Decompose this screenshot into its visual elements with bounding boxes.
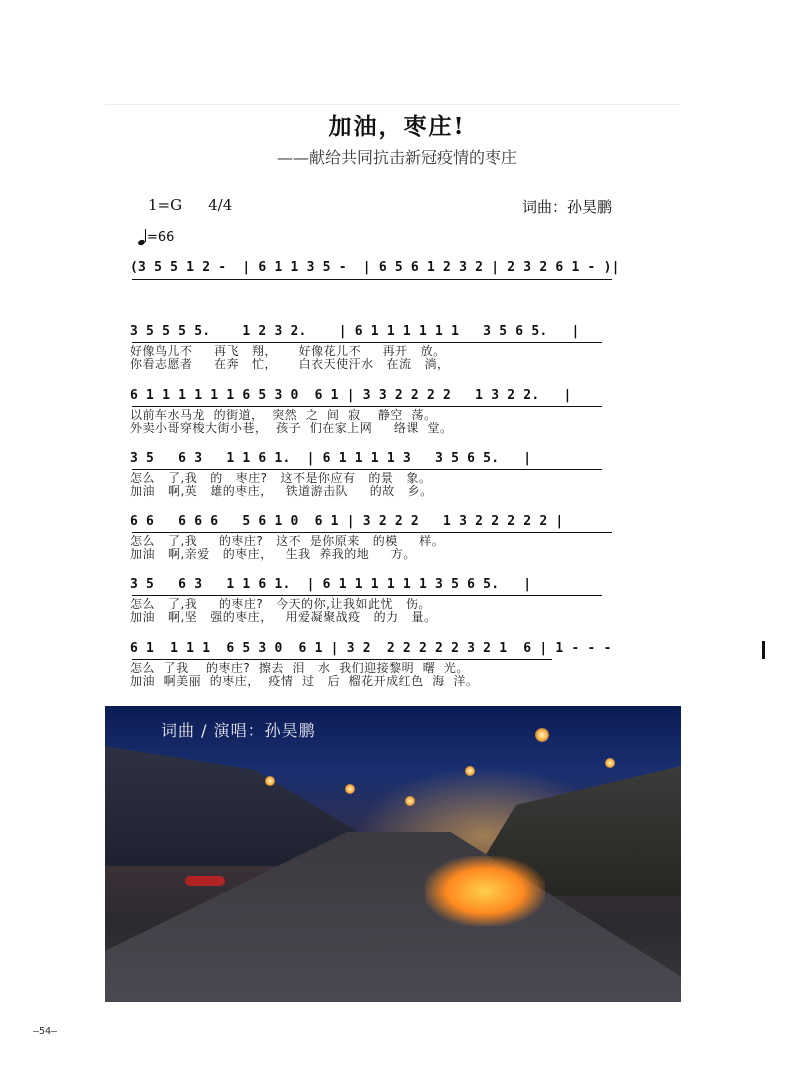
key: 1=G [148, 196, 183, 214]
score-line-3 [130, 451, 650, 498]
beam-line [132, 342, 602, 343]
score-line-5 [130, 577, 650, 624]
notes-line-3: 3 5 6 3 1 1 6 1. | 6 1 1 1 1 3 3 5 6 5. | [130, 451, 532, 466]
notes-line-2: 6 1 1 1 1 1 1 6 5 3 0 6 1 | 3 3 2 2 2 2 1 3 2 2. | [130, 388, 572, 403]
beam-line [132, 279, 612, 280]
lyric-3-verse-1: 怎么 了,我 的 枣庄? 这不是你应有 的景 象。 [130, 471, 432, 485]
notes-line-1: 3 5 5 5 5. 1 2 3 2. | 6 1 1 1 1 1 1 3 5 6 5. | [130, 324, 580, 339]
intro-row [130, 260, 650, 275]
song-subtitle: ——献给共同抗击新冠疫情的枣庄 [276, 148, 517, 167]
notes-line-5: 3 5 6 3 1 1 6 1. | 6 1 1 1 1 1 1 3 5 6 5. | [130, 577, 532, 592]
tempo-marking [138, 229, 174, 245]
lyric-4-verse-2: 加油 啊,亲爱 的枣庄， 生我 养我的地 方。 [130, 547, 416, 561]
lyric-5-verse-2: 加油 啊,坚 强的枣庄， 用爱凝聚战疫 的力 量。 [130, 610, 437, 624]
street-lamp [345, 784, 355, 794]
score-line-1 [130, 324, 650, 371]
beam-line [132, 532, 612, 533]
lyric-4-verse-1: 怎么 了,我 的枣庄? 这不 是你原来 的模 样。 [130, 534, 445, 548]
night-street-photo [105, 706, 681, 1002]
lyric-6-verse-2: 加油 啊美丽 的枣庄， 疫情 过 后 榴花开成红色 海 洋。 [130, 674, 479, 688]
notes-line-6: 6 1 1 1 1 6 5 3 0 6 1 | 3 2 2 2 2 2 2 3 2 1 6 | 1 - - - [130, 641, 612, 656]
song-title: 加油，枣庄! [328, 113, 466, 140]
header-rule [105, 104, 680, 105]
score-line-6 [130, 641, 650, 688]
final-barline [762, 641, 765, 659]
beam-line [132, 659, 552, 660]
lyric-5-verse-1: 怎么 了,我 的枣庄? 今天的你,让我如此忧 伤。 [130, 597, 431, 611]
score-line-2 [130, 388, 650, 435]
vehicle-lights [425, 856, 545, 926]
quarter-note-icon [138, 229, 146, 245]
lyric-1-verse-1: 好像鸟儿不 再飞 翔， 好像花儿不 再开 放。 [130, 344, 446, 358]
lyric-2-verse-1: 以前车水马龙 的街道， 突然 之 间 寂 静空 荡。 [130, 408, 437, 422]
lyric-2-verse-2: 外卖小哥穿梭大街小巷， 孩子 们在家上网 络课 堂。 [130, 421, 453, 435]
credit: 词曲：孙昊鹏 [522, 198, 613, 216]
photo-caption: 词曲 / 演唱：孙昊鹏 [161, 721, 316, 740]
street-lamp [605, 758, 615, 768]
beam-line [132, 469, 602, 470]
time-signature: 4/4 [208, 196, 233, 214]
lyric-1-verse-2: 你看志愿者 在奔 忙， 白衣天使汗水 在流 淌， [130, 357, 450, 371]
score-line-4 [130, 514, 650, 561]
street-lamp [465, 766, 475, 776]
lyric-6-verse-1: 怎么 了我 的枣庄? 擦去 泪 水 我们迎接黎明 曙 光。 [130, 661, 469, 675]
intro-notes: (3 5 5 1 2 - | 6 1 1 3 5 - | 6 5 6 1 2 3 2 | 2 3 2 6 1 - )| [130, 260, 620, 275]
page-number: —54— [33, 1026, 58, 1037]
street-lamp [265, 776, 275, 786]
notes-line-4: 6 6 6 6 6 5 6 1 0 6 1 | 3 2 2 2 1 3 2 2 2 2 2 | [130, 514, 564, 529]
tempo-value: =66 [147, 230, 175, 245]
street-lamp [535, 728, 549, 742]
street-lamp [405, 796, 415, 806]
tail-light-streak [185, 876, 225, 886]
beam-line [132, 595, 602, 596]
key-signature [148, 196, 258, 214]
lyric-3-verse-2: 加油 啊,英 雄的枣庄， 铁道游击队 的故 乡。 [130, 484, 433, 498]
beam-line [132, 406, 602, 407]
